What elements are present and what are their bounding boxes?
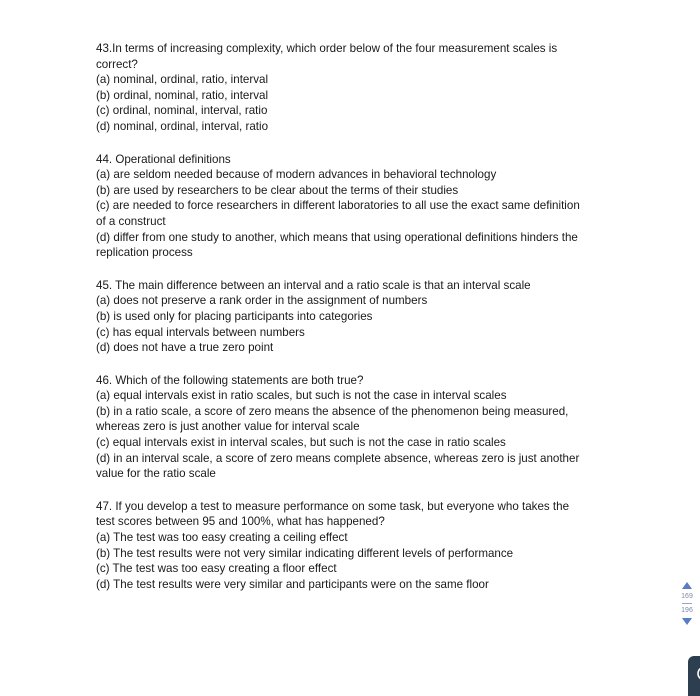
answer-option-line: (b) are used by researchers to be clear about the terms of their studies <box>96 183 459 197</box>
answer-option-line: replication process <box>96 246 193 260</box>
question-block <box>96 499 606 593</box>
page-separator <box>682 603 692 604</box>
answer-option-line: (b) The test results were not very similar indicating different levels of performance <box>96 546 514 560</box>
answer-option-line: (a) are seldom needed because of modern advances in behavioral technology <box>96 168 497 182</box>
question-stem-line: correct? <box>96 57 138 71</box>
zoom-in-button[interactable] <box>688 656 700 696</box>
answer-option-line: (a) equal intervals exist in ratio scales, but such is not the case in interval scales <box>96 389 507 403</box>
current-page-number: 169 <box>681 593 693 600</box>
page-up-icon[interactable] <box>682 582 692 589</box>
question-stem-line: 47. If you develop a test to measure performance on some task, but everyone who takes the <box>96 499 570 513</box>
question-stem-line: 44. Operational definitions <box>96 152 231 166</box>
answer-option-line: (a) The test was too easy creating a ceiling effect <box>96 531 348 545</box>
answer-option-line: (b) in a ratio scale, a score of zero means the absence of the phenomenon being measured, <box>96 404 569 418</box>
answer-option-line: (b) is used only for placing participants into categories <box>96 309 373 323</box>
page-navigator <box>676 582 698 625</box>
question-block <box>96 373 606 482</box>
answer-option-line: whereas zero is just another value for interval scale <box>96 420 360 434</box>
total-pages-number: 196 <box>681 607 693 614</box>
question-stem-line: 43.In terms of increasing complexity, which order below of the four measurement scales is <box>96 42 558 55</box>
question-block <box>96 41 606 135</box>
answer-option-line: (a) does not preserve a rank order in the assignment of numbers <box>96 294 428 308</box>
document-page <box>96 41 606 609</box>
answer-option-line: (c) The test was too easy creating a floor effect <box>96 562 337 576</box>
answer-option-line: (b) ordinal, nominal, ratio, interval <box>96 88 269 102</box>
question-stem-line: 45. The main difference between an interval and a ratio scale is that an interval scale <box>96 278 531 292</box>
question-block <box>96 152 606 261</box>
answer-option-line: (d) does not have a true zero point <box>96 341 274 355</box>
question-block <box>96 278 606 356</box>
answer-option-line: (c) are needed to force researchers in different laboratories to all use the exact same definition <box>96 199 580 213</box>
answer-option-line: of a construct <box>96 214 166 228</box>
answer-option-line: (c) has equal intervals between numbers <box>96 325 305 339</box>
answer-option-line: (d) in an interval scale, a score of zero means complete absence, whereas zero is just another <box>96 451 580 465</box>
answer-option-line: (c) ordinal, nominal, interval, ratio <box>96 104 268 118</box>
answer-option-line: (a) nominal, ordinal, ratio, interval <box>96 73 269 87</box>
answer-option-line: (d) nominal, ordinal, interval, ratio <box>96 119 269 133</box>
zoom-in-icon <box>695 664 700 686</box>
page-down-icon[interactable] <box>682 618 692 625</box>
question-stem-line: 46. Which of the following statements are both true? <box>96 373 364 387</box>
answer-option-line: (d) The test results were very similar and participants were on the same floor <box>96 577 489 591</box>
answer-option-line: value for the ratio scale <box>96 467 216 481</box>
answer-option-line: (c) equal intervals exist in interval scales, but such is not the case in ratio scales <box>96 436 506 450</box>
question-stem-line: test scores between 95 and 100%, what has happened? <box>96 515 385 529</box>
answer-option-line: (d) differ from one study to another, which means that using operational definitions hinders the <box>96 230 578 244</box>
